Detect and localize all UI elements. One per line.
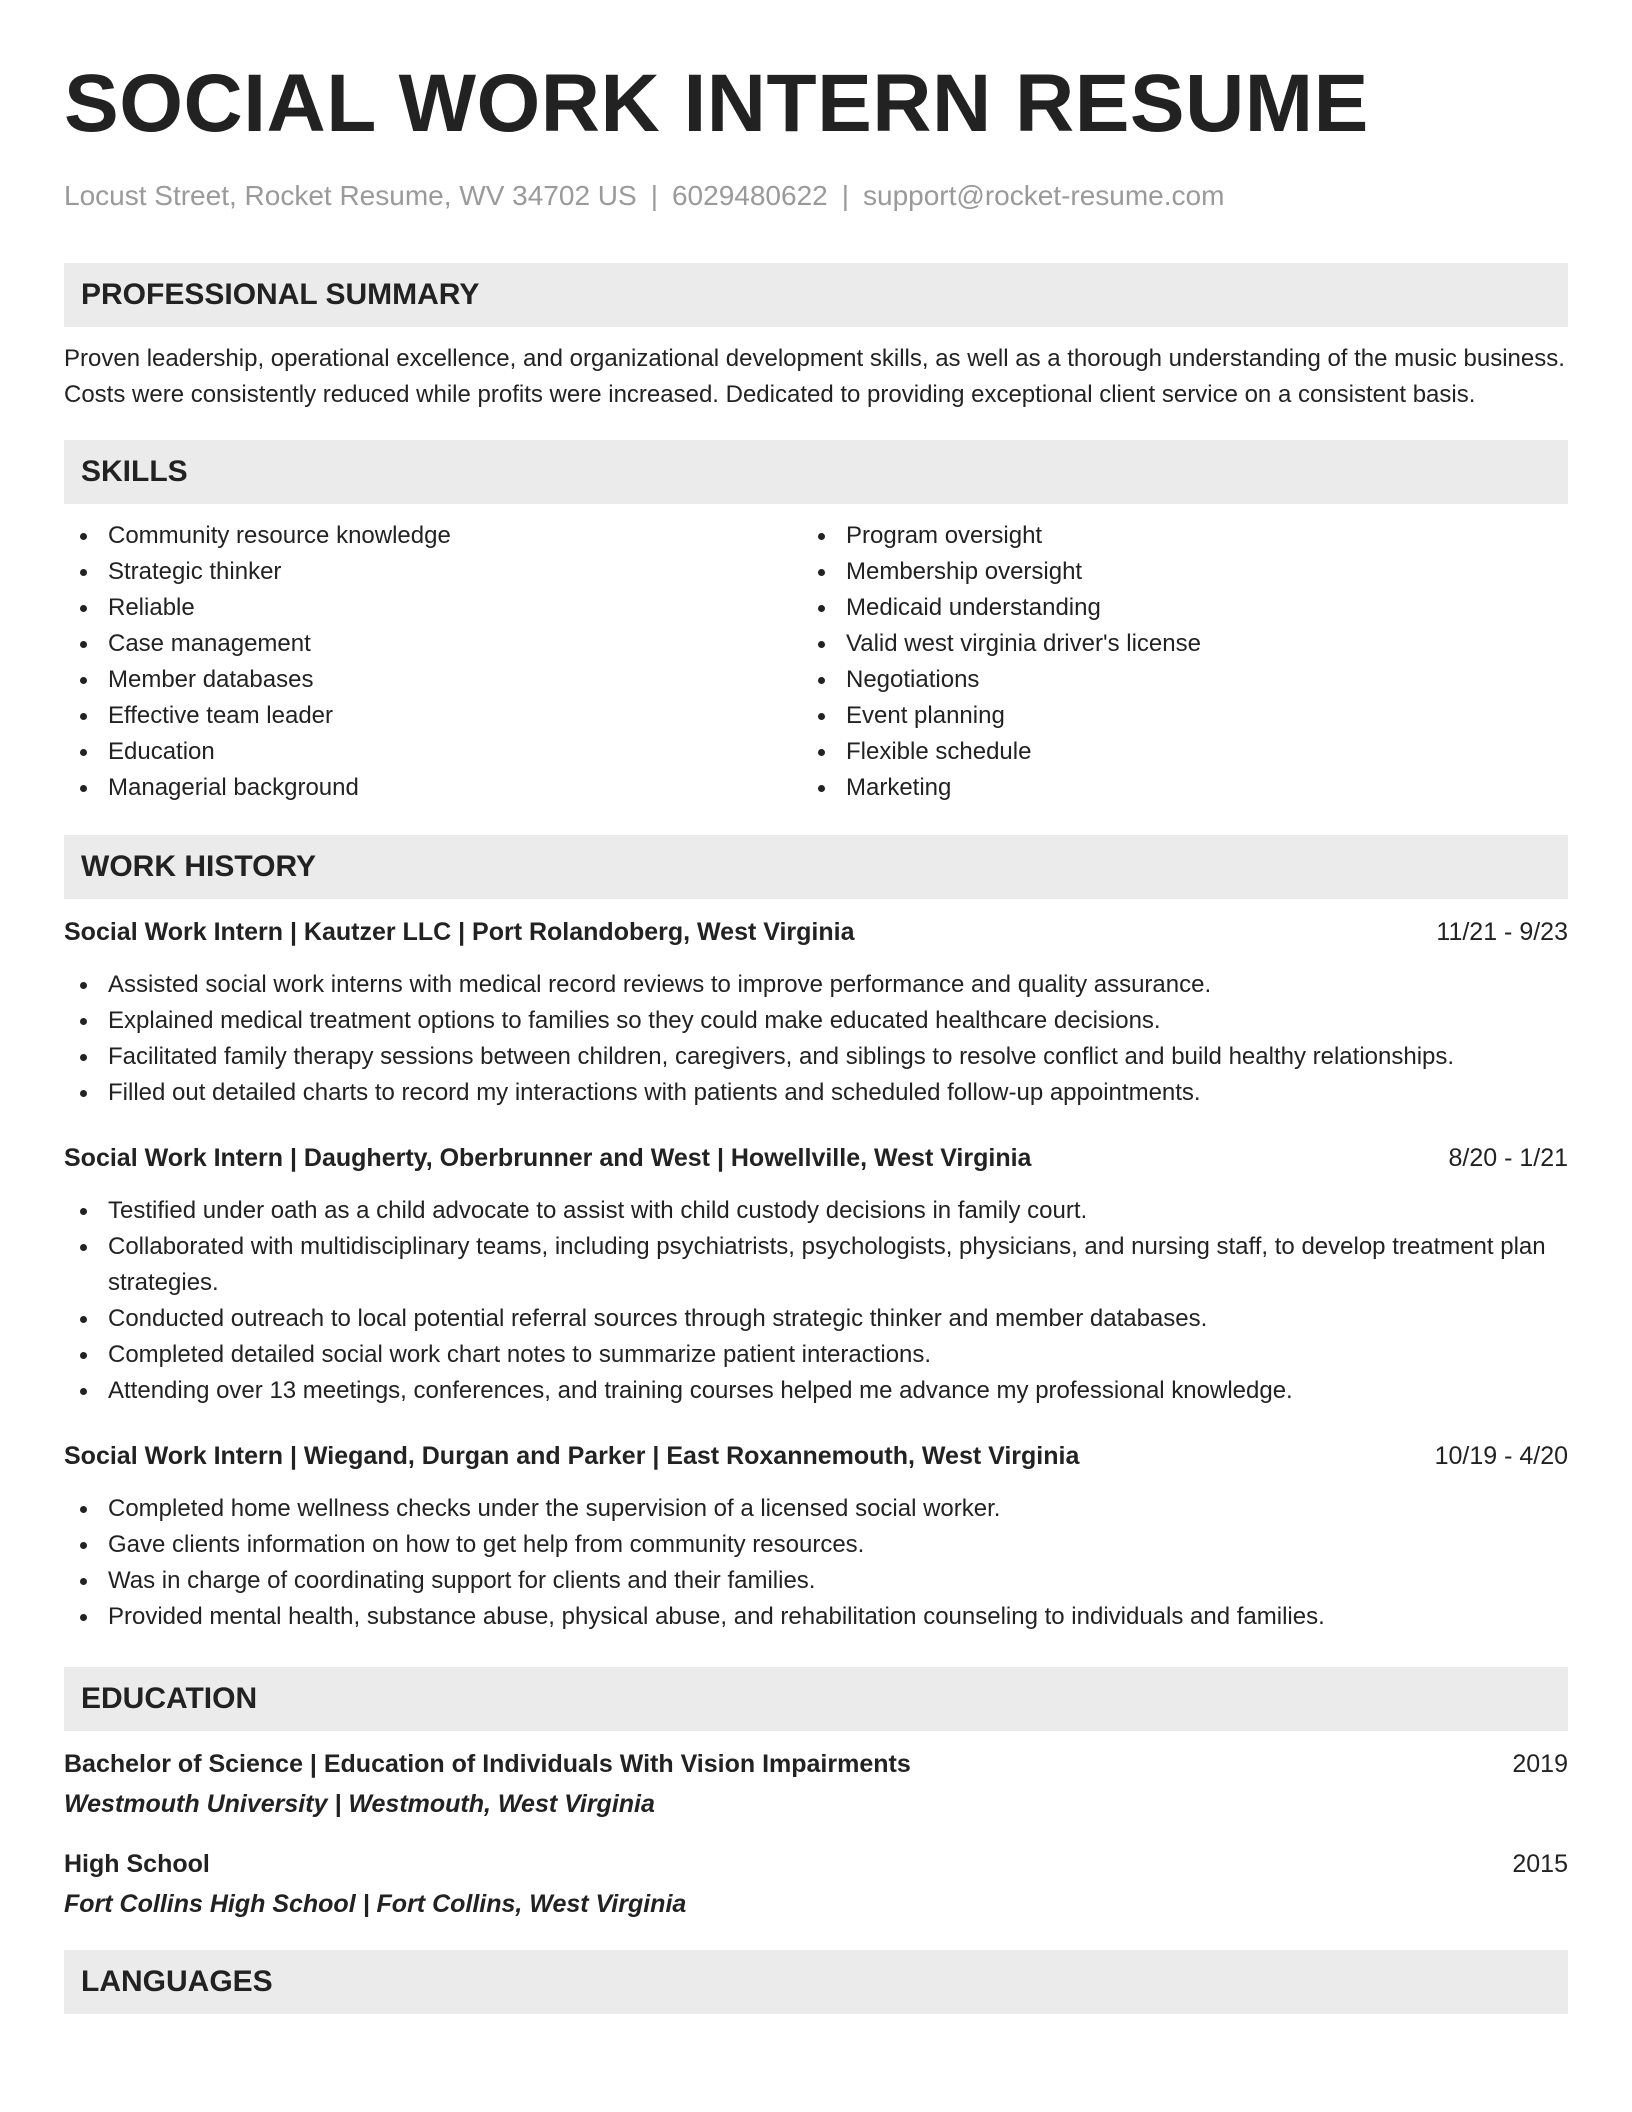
- job-bullet: Completed detailed social work chart notes to summarize patient interactions.: [64, 1337, 1568, 1373]
- job-entry: [64, 1141, 1568, 1409]
- contact-line: [64, 180, 1568, 212]
- job-entry: [64, 915, 1568, 1111]
- summary-text: Proven leadership, operational excellence, and organizational development skills, as well as a thorough understanding of the music business. Costs were consistently reduced while profits were increased. Dedicated to providing exceptional client service on a consistent basis.: [64, 345, 1565, 408]
- skills-list-right: [802, 518, 1540, 806]
- skill-item: Member databases: [64, 662, 802, 698]
- section-header-languages: LANGUAGES: [64, 1950, 1568, 2014]
- job-title: Social Work Intern | Daugherty, Oberbrunner and West | Howellville, West Virginia: [64, 1144, 1032, 1172]
- skill-item: Medicaid understanding: [802, 590, 1540, 626]
- education-school: Westmouth University | Westmouth, West Virginia: [64, 1790, 655, 1818]
- job-entry: [64, 1439, 1568, 1635]
- job-bullet: Filled out detailed charts to record my interactions with patients and scheduled follow-up appointments.: [64, 1075, 1568, 1111]
- education-entry: [64, 1747, 1568, 1821]
- skill-item: Membership oversight: [802, 554, 1540, 590]
- section-header-skills: SKILLS: [64, 440, 1568, 504]
- job-header: [64, 915, 1568, 949]
- education-header: [64, 1847, 1568, 1881]
- skill-item: Event planning: [802, 698, 1540, 734]
- contact-address: Locust Street, Rocket Resume, WV 34702 US: [64, 180, 637, 211]
- skill-item: Effective team leader: [64, 698, 802, 734]
- contact-separator: |: [650, 180, 658, 211]
- contact-phone: 6029480622: [671, 180, 828, 211]
- job-bullet: Testified under oath as a child advocate to assist with child custody decisions in family court.: [64, 1193, 1568, 1229]
- job-bullet: Provided mental health, substance abuse, physical abuse, and rehabilitation counseling to individuals and families.: [64, 1599, 1568, 1635]
- skill-item: Community resource knowledge: [64, 518, 802, 554]
- job-bullets: [64, 967, 1568, 1111]
- education-degree: Bachelor of Science | Education of Individuals With Vision Impairments: [64, 1750, 911, 1778]
- skill-item: Education: [64, 734, 802, 770]
- skill-item: Program oversight: [802, 518, 1540, 554]
- education-header: [64, 1747, 1568, 1781]
- job-header: [64, 1439, 1568, 1473]
- skills-columns: [64, 518, 1568, 806]
- skill-item: Flexible schedule: [802, 734, 1540, 770]
- education-year: 2019: [1512, 1750, 1568, 1778]
- skill-item: Negotiations: [802, 662, 1540, 698]
- section-header-work-history: WORK HISTORY: [64, 835, 1568, 899]
- job-dates: 11/21 - 9/23: [1436, 918, 1568, 946]
- job-dates: 10/19 - 4/20: [1434, 1442, 1568, 1470]
- education-degree: High School: [64, 1850, 210, 1878]
- job-bullet: Explained medical treatment options to families so they could make educated healthcare decisions.: [64, 1003, 1568, 1039]
- skill-item: Managerial background: [64, 770, 802, 806]
- skill-item: Marketing: [802, 770, 1540, 806]
- job-title: Social Work Intern | Kautzer LLC | Port Rolandoberg, West Virginia: [64, 918, 855, 946]
- education-entry: [64, 1847, 1568, 1921]
- skills-list-left: [64, 518, 802, 806]
- job-bullets: [64, 1491, 1568, 1635]
- job-title: Social Work Intern | Wiegand, Durgan and Parker | East Roxannemouth, West Virginia: [64, 1442, 1080, 1470]
- job-bullet: Attending over 13 meetings, conferences, and training courses helped me advance my professional knowledge.: [64, 1373, 1568, 1409]
- job-bullet: Gave clients information on how to get help from community resources.: [64, 1527, 1568, 1563]
- contact-email[interactable]: support@rocket-resume.com: [863, 180, 1225, 211]
- education-year: 2015: [1512, 1850, 1568, 1878]
- education-school: Fort Collins High School | Fort Collins, West Virginia: [64, 1890, 687, 1918]
- resume-title: SOCIAL WORK INTERN RESUME: [64, 58, 1369, 149]
- job-bullet: Assisted social work interns with medical record reviews to improve performance and quality assurance.: [64, 967, 1568, 1003]
- skill-item: Valid west virginia driver's license: [802, 626, 1540, 662]
- section-header-education: EDUCATION: [64, 1667, 1568, 1731]
- job-bullets: [64, 1193, 1568, 1409]
- contact-separator: |: [841, 180, 849, 211]
- job-bullet: Collaborated with multidisciplinary teams, including psychiatrists, psychologists, physicians, and nursing staff, to develop treatment plan strategies.: [64, 1229, 1568, 1301]
- skill-item: Strategic thinker: [64, 554, 802, 590]
- job-header: [64, 1141, 1568, 1175]
- job-bullet: Facilitated family therapy sessions between children, caregivers, and siblings to resolve conflict and build healthy relationships.: [64, 1039, 1568, 1075]
- job-bullet: Conducted outreach to local potential referral sources through strategic thinker and member databases.: [64, 1301, 1568, 1337]
- section-header-summary: PROFESSIONAL SUMMARY: [64, 263, 1568, 327]
- job-dates: 8/20 - 1/21: [1448, 1144, 1568, 1172]
- skill-item: Reliable: [64, 590, 802, 626]
- skill-item: Case management: [64, 626, 802, 662]
- job-bullet: Was in charge of coordinating support for clients and their families.: [64, 1563, 1568, 1599]
- job-bullet: Completed home wellness checks under the supervision of a licensed social worker.: [64, 1491, 1568, 1527]
